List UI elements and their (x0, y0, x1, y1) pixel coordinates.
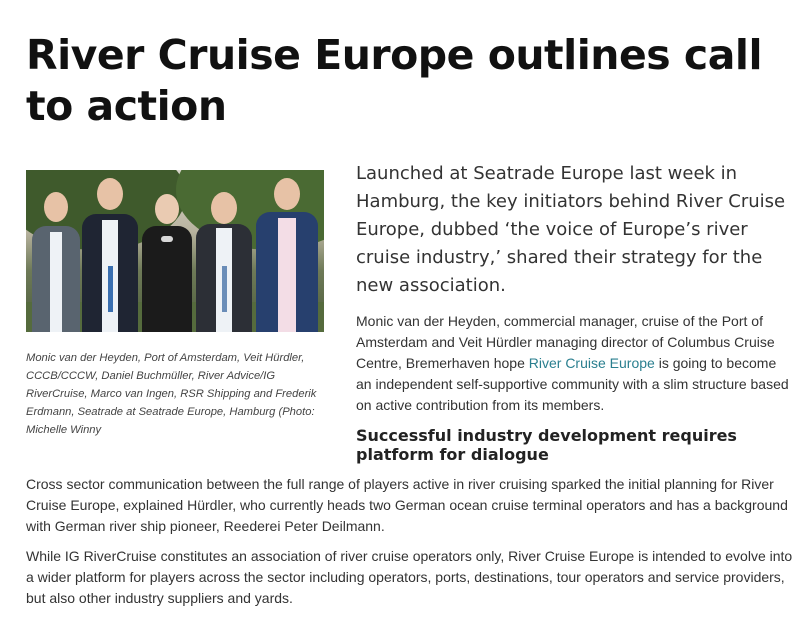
article-lead: Launched at Seatrade Europe last week in Hamburg, the key initiators behind River Cruise Europe, dubbed ‘the voice of Europe’s river cruise industry,’ shared their strategy for the new association. (356, 163, 786, 296)
person-figure (142, 194, 192, 332)
section-subheading: Successful industry development requires platform for dialogue (356, 426, 737, 464)
person-figure (256, 178, 318, 332)
intro-paragraph (356, 311, 792, 416)
article-photo (26, 170, 324, 332)
intro-text-end: is going to become an independent self-supportive community with a slim structure based on active contribution from its members. (356, 355, 789, 413)
person-figure (196, 192, 252, 332)
person-figure (32, 192, 80, 332)
river-cruise-europe-link[interactable]: River Cruise Europe (528, 355, 655, 371)
body-paragraph-1: Cross sector communication between the full range of players active in river cruising sparked the initial planning for River Cruise Europe, explained Hürdler, who currently heads two German ocean cruise terminal operators and has a background with German river ship pioneer, Reederei Peter Deilmann. (26, 476, 788, 534)
article-title: River Cruise Europe outlines call to action (26, 31, 763, 130)
intro-text-start: Monic van der Heyden, commercial manager, cruise of the Port of Amsterdam and Veit Hürdler managing director of Columbus Cruise Centre, Bremerhaven hope (356, 313, 775, 371)
body-paragraph-2: While IG RiverCruise constitutes an association of river cruise operators only, River Cruise Europe is intended to evolve into a wider platform for players across the sector including operators, ports, destinations, tour operators and service providers, but also other industry suppliers and yards. (26, 548, 793, 606)
person-figure (82, 178, 138, 332)
photo-caption: Monic van der Heyden, Port of Amsterdam, Veit Hürdler, CCCB/CCCW, Daniel Buchmüller, River Advice/IG RiverCruise, Marco van Ingen, RSR Shipping and Frederik Erdmann, Seatrade at Seatrade Europe, Hamburg (Photo: Michelle Winny (26, 352, 317, 436)
